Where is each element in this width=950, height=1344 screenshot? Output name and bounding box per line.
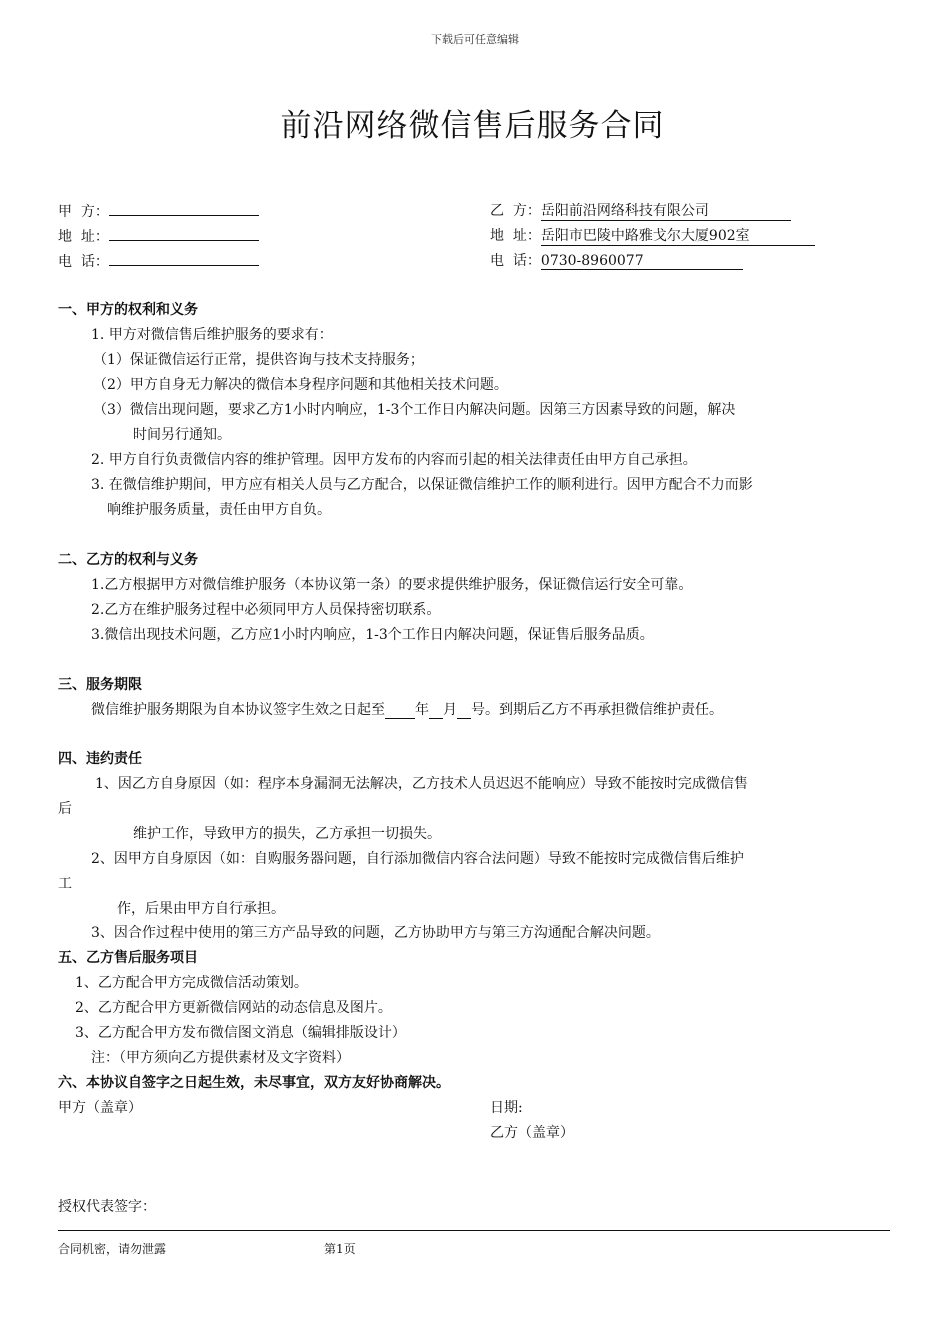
- footer-divider: [58, 1230, 890, 1231]
- section-2-heading: 二、乙方的权利与义务: [58, 552, 198, 568]
- term-year: 年: [415, 702, 429, 718]
- party-a-address-row: [58, 225, 259, 246]
- section-4-item-2: 2、因甲方自身原因（如：自购服务器问题，自行添加微信内容合法问题）导致不能按时完成微信售后维护: [91, 851, 744, 867]
- party-a-name-label: 甲 方：: [58, 204, 109, 220]
- section-4-item-2-wrap: 工: [58, 876, 72, 892]
- party-a-seal: 甲方（盖章）: [58, 1100, 142, 1116]
- authorized-rep-signature: 授权代表签字：: [58, 1199, 156, 1215]
- party-a-phone-label: 电 话：: [58, 254, 109, 270]
- section-1-item-2: 2. 甲方自行负责微信内容的维护管理。因甲方发布的内容而引起的相关法律责任由甲方自己承担。: [91, 452, 697, 468]
- party-a-name-row: [58, 200, 259, 221]
- footer-confidential: 合同机密，请勿泄露: [58, 1242, 167, 1256]
- section-1-item-1: 1. 甲方对微信售后维护服务的要求有：: [91, 327, 333, 343]
- section-1-item-3: 3. 在微信维护期间，甲方应有相关人员与乙方配合，以保证微信维护工作的顺利进行。因甲方配合不力而影: [91, 477, 753, 493]
- header-note: 下载后可任意编辑: [431, 33, 519, 46]
- term-year-blank[interactable]: [385, 702, 415, 719]
- party-a-address-field[interactable]: [109, 225, 259, 241]
- party-b-address-row: [490, 225, 815, 246]
- document-title: 前沿网络微信售后服务合同: [280, 108, 665, 144]
- term-text-b: 号。到期后乙方不再承担微信维护责任。: [471, 702, 723, 718]
- term-month-blank[interactable]: [429, 702, 443, 719]
- party-a-name-field[interactable]: [109, 200, 259, 216]
- section-4-item-1-wrap: 后: [58, 801, 72, 817]
- party-b-name-row: [490, 200, 791, 221]
- section-4-item-3: 3、因合作过程中使用的第三方产品导致的问题，乙方协助甲方与第三方沟通配合解决问题。: [91, 925, 660, 941]
- section-1-item-1a: （1）保证微信运行正常，提供咨询与技术支持服务；: [93, 352, 424, 368]
- party-a-phone-field[interactable]: [109, 250, 259, 266]
- term-month: 月: [443, 702, 457, 718]
- section-4-item-1-cont: 维护工作，导致甲方的损失，乙方承担一切损失。: [133, 826, 441, 842]
- party-a-address-label: 地 址：: [58, 229, 109, 245]
- section-4-heading: 四、违约责任: [58, 751, 142, 767]
- section-5-heading: 五、乙方售后服务项目: [58, 950, 198, 966]
- section-1-heading: 一、甲方的权利和义务: [58, 302, 198, 318]
- term-text-a: 微信维护服务期限为自本协议签字生效之日起至: [91, 702, 385, 718]
- section-5-item-1: 1、乙方配合甲方完成微信活动策划。: [75, 975, 308, 991]
- section-5-item-2: 2、乙方配合甲方更新微信网站的动态信息及图片。: [75, 1000, 392, 1016]
- party-b-name-value: 岳阳前沿网络科技有限公司: [541, 200, 791, 221]
- section-1-item-1c: （3）微信出现问题，要求乙方1小时内响应，1-3个工作日内解决问题。因第三方因素导致的问题，解决: [93, 402, 736, 418]
- footer-page-number: 第1页: [324, 1242, 356, 1256]
- party-b-name-label: 乙 方：: [490, 203, 541, 219]
- section-2-item-3: 3.微信出现技术问题，乙方应1小时内响应，1-3个工作日内解决问题，保证售后服务品质。: [91, 627, 654, 643]
- section-5-item-3: 3、乙方配合甲方发布微信图文消息（编辑排版设计）: [75, 1025, 406, 1041]
- party-b-address-label: 地 址：: [490, 228, 541, 244]
- section-5-note: 注：（甲方须向乙方提供素材及文字资料）: [91, 1050, 350, 1066]
- party-a-phone-row: [58, 250, 259, 271]
- section-2-item-2: 2.乙方在维护服务过程中必须同甲方人员保持密切联系。: [91, 602, 441, 618]
- section-1-item-1c-cont: 时间另行通知。: [133, 427, 231, 443]
- section-6-heading: 六、本协议自签字之日起生效，未尽事宜，双方友好协商解决。: [58, 1075, 450, 1091]
- party-b-address-value: 岳阳市巴陵中路雅戈尔大厦902室: [541, 225, 815, 246]
- section-4-item-2-cont: 作，后果由甲方自行承担。: [117, 901, 285, 917]
- section-1-item-1b: （2）甲方自身无力解决的微信本身程序问题和其他相关技术问题。: [93, 377, 508, 393]
- term-day-blank[interactable]: [457, 702, 471, 719]
- party-b-phone-value: 0730-8960077: [541, 253, 743, 270]
- section-3-heading: 三、服务期限: [58, 677, 142, 693]
- party-b-phone-label: 电 话：: [490, 253, 541, 269]
- section-1-item-3-cont: 响维护服务质量，责任由甲方自负。: [107, 502, 331, 518]
- date-label: 日期:: [490, 1100, 523, 1116]
- section-3-term: [91, 699, 723, 719]
- section-4-item-1: 1、因乙方自身原因（如：程序本身漏洞无法解决，乙方技术人员迟迟不能响应）导致不能按时完成微信售: [95, 776, 748, 792]
- party-b-seal: 乙方（盖章）: [490, 1125, 574, 1141]
- section-2-item-1: 1.乙方根据甲方对微信维护服务（本协议第一条）的要求提供维护服务，保证微信运行安全可靠。: [91, 577, 693, 593]
- party-b-phone-row: [490, 250, 743, 270]
